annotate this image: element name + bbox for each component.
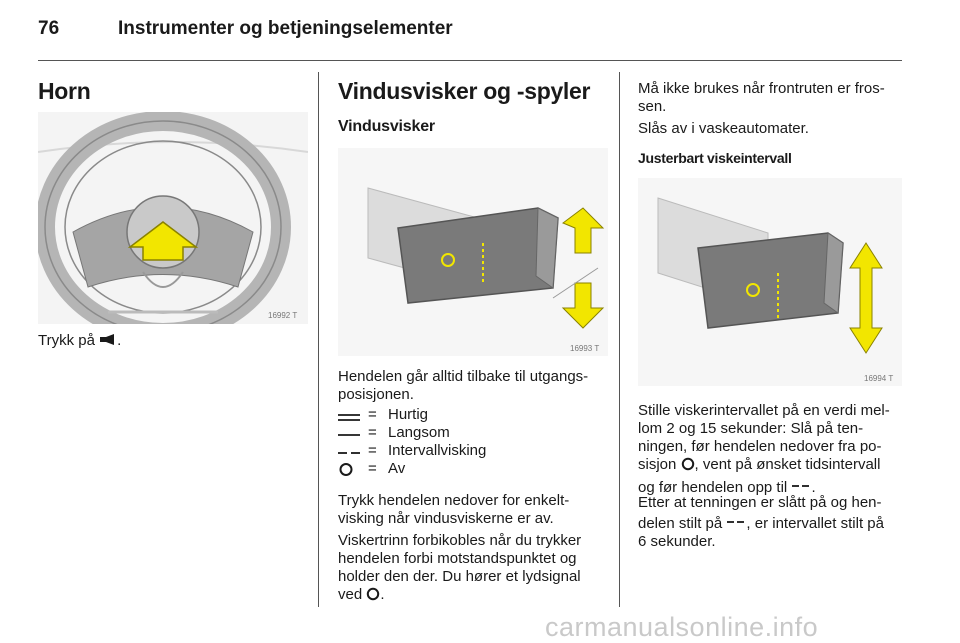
position-row-interval <box>338 442 598 460</box>
position-eq-fast: = <box>368 406 377 423</box>
watermark: carmanualsonline.info <box>545 612 819 642</box>
interval-line-4: sisjon , vent på ønsket tidsintervall <box>638 456 890 476</box>
ignition-line-1: Etter at tenningen er slått på og hen- <box>638 494 882 511</box>
wipers-subheading: Vindusvisker <box>338 118 435 135</box>
interval-line-2: lom 2 og 15 sekunder: Slå på ten- <box>638 420 864 437</box>
page-header-title: Instrumenter og betjeningselementer <box>118 18 453 39</box>
skip-line-4-text: ved <box>338 586 363 603</box>
frost-line-2: sen. <box>638 98 667 115</box>
ignition-text <box>638 494 884 551</box>
horn-icon <box>99 333 117 345</box>
return-text-line-1: Hendelen går alltid tilbake til utgangs- <box>338 368 589 385</box>
ignition-line-3: 6 sekunder. <box>638 533 716 550</box>
wiper-figure <box>338 148 608 356</box>
position-row-slow <box>338 424 598 442</box>
position-label-fast: Hurtig <box>388 406 429 423</box>
header-rule <box>38 60 902 61</box>
skip-text <box>338 532 581 606</box>
skip-line-4: ved . <box>338 586 581 606</box>
horn-figure-id: 16992 T <box>268 311 298 320</box>
ignition-line-2: delen stilt på , er intervallet stilt på <box>638 512 884 533</box>
dashed-line-icon <box>791 476 811 494</box>
single-wipe-line-1: Trykk hendelen nedover for enkelt- <box>338 492 570 509</box>
interval-figure-id: 16994 T <box>864 374 894 383</box>
position-eq-off: = <box>368 460 377 477</box>
frost-text <box>638 80 885 116</box>
horn-instruction-prefix: Trykk på <box>38 332 95 349</box>
circle-icon <box>339 462 355 482</box>
skip-line-1: Viskertrinn forbikobles når du trykker <box>338 532 582 549</box>
interval-heading: Justerbart viskeintervall <box>638 150 792 166</box>
skip-line-2: hendelen forbi motstandspunktet og <box>338 550 577 567</box>
return-text <box>338 368 588 404</box>
washer-text: Slås av i vaskeautomater. <box>638 120 809 137</box>
position-label-interval: Intervallvisking <box>388 442 487 459</box>
interval-line-5: og før hendelen opp til . <box>638 476 890 497</box>
position-label-slow: Langsom <box>388 424 450 441</box>
horn-instruction-suffix: . <box>117 332 122 349</box>
dashed-line-icon <box>726 512 746 530</box>
single-wipe-text <box>338 492 569 528</box>
single-wipe-line-2: visking når vindusviskerne er av. <box>338 510 554 527</box>
horn-heading: Horn <box>38 78 91 104</box>
return-text-line-2: posisjonen. <box>338 386 414 403</box>
wipers-heading: Vindusvisker og -spyler <box>338 78 591 104</box>
interval-line-1: Stille viskerintervallet på en verdi mel- <box>638 402 890 419</box>
position-row-off <box>338 460 598 478</box>
circle-icon <box>681 457 695 476</box>
wiper-figure-id: 16993 T <box>570 344 600 353</box>
position-row-fast <box>338 406 598 424</box>
interval-text <box>638 402 890 497</box>
column-separator-1 <box>318 72 319 607</box>
interval-figure <box>638 178 902 386</box>
skip-line-3: holder den der. Du hører et lydsignal <box>338 568 581 585</box>
position-eq-interval: = <box>368 442 377 459</box>
frost-line-1: Må ikke brukes når frontruten er fros- <box>638 80 885 97</box>
column-separator-2 <box>619 72 620 607</box>
position-label-off: Av <box>388 460 406 477</box>
interval-line-3: ningen, før hendelen nedover fra po- <box>638 438 882 455</box>
position-eq-slow: = <box>368 424 377 441</box>
circle-icon <box>366 587 380 606</box>
horn-figure <box>38 112 308 324</box>
page-number: 76 <box>38 18 60 39</box>
horn-instruction <box>38 332 121 350</box>
